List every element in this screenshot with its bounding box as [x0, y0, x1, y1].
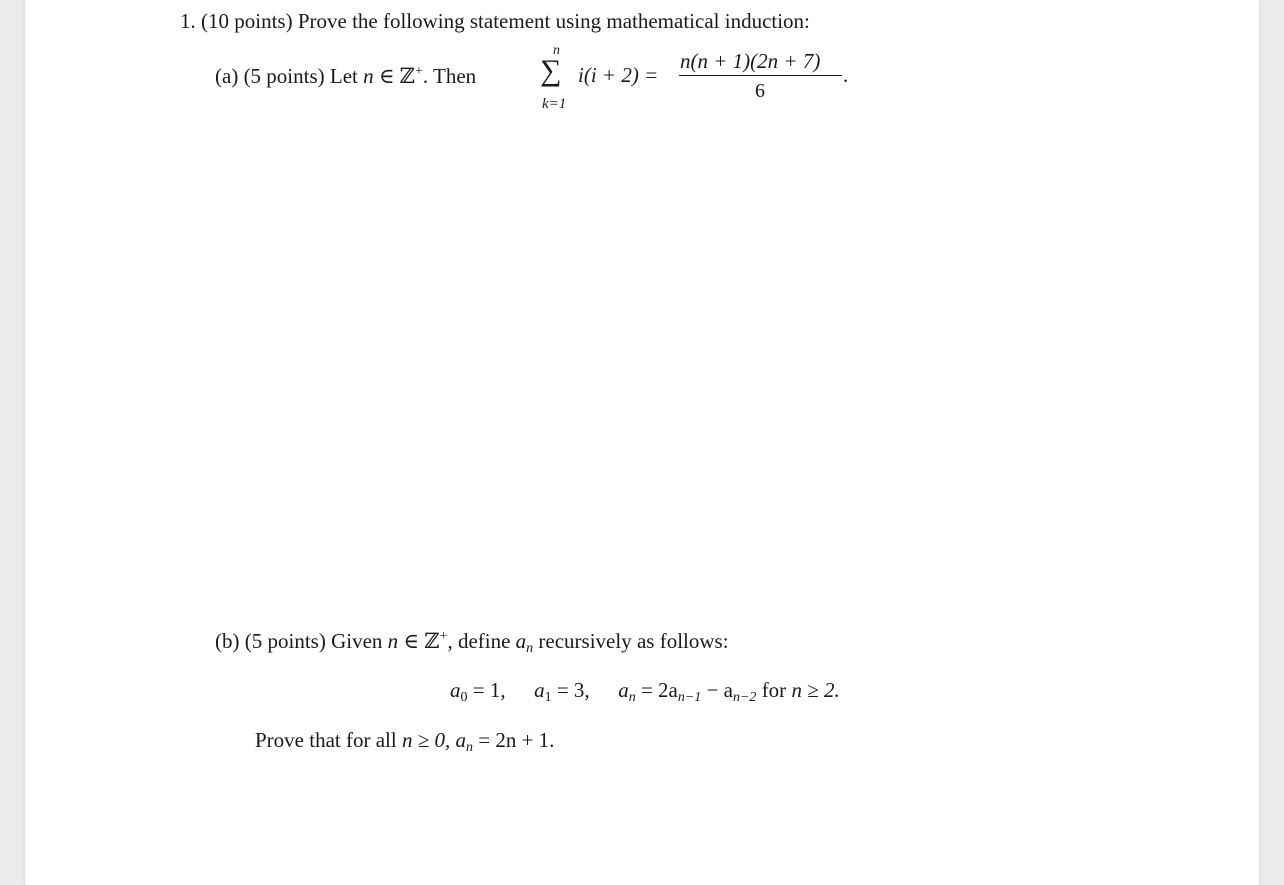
- def-an-sub3: n−2: [732, 690, 757, 705]
- part-a-period: .: [843, 63, 849, 87]
- sum-lower-limit: k=1: [542, 96, 567, 112]
- prove-var: a: [455, 728, 466, 752]
- part-a-points: (5 points): [243, 64, 325, 88]
- problem-header: [180, 11, 810, 32]
- def-an-sub: n: [628, 690, 636, 705]
- problem-number: 1.: [180, 9, 196, 33]
- def-a1-sub: 1: [544, 690, 552, 705]
- part-b-given: Given: [331, 629, 383, 653]
- prove-text: Prove that for all: [255, 728, 397, 752]
- def-a0-sub: 0: [460, 690, 468, 705]
- part-a-set-sup: +: [415, 64, 423, 79]
- part-b-var: n: [387, 629, 399, 653]
- part-a-set: ∈ ℤ: [378, 64, 415, 88]
- def-an-eq: = 2a: [640, 678, 678, 702]
- part-b-seq-sub: n: [526, 641, 534, 656]
- part-b-seq-var: a: [515, 629, 527, 653]
- def-a0-var: a: [450, 678, 461, 702]
- part-a-label: (a): [215, 64, 239, 88]
- def-an-sub2: n−1: [677, 690, 702, 705]
- part-a-then: . Then: [422, 64, 477, 88]
- prove-sub: n: [466, 740, 473, 755]
- def-an-var: a: [618, 678, 629, 702]
- part-b-statement: [215, 630, 729, 656]
- def-for: for: [761, 678, 787, 702]
- def-a1-var: a: [534, 678, 545, 702]
- part-a-var: n: [363, 64, 374, 88]
- problem-points: (10 points): [201, 9, 293, 33]
- fraction-numerator: n(n + 1)(2n + 7): [680, 49, 821, 73]
- part-b-define: , define: [447, 629, 511, 653]
- part-b-recursive: recursively as follows:: [538, 629, 729, 653]
- part-a-statement: [215, 65, 476, 87]
- part-b-points: (5 points): [244, 629, 326, 653]
- prove-cond: n ≥ 0,: [401, 728, 451, 752]
- part-b-label: (b): [215, 629, 240, 653]
- def-a0-val: = 1,: [472, 678, 506, 702]
- recurrence-definition: [450, 680, 840, 705]
- def-a1-val: = 3,: [556, 678, 590, 702]
- part-b-set: ∈ ℤ: [403, 629, 440, 653]
- problem-prompt: Prove the following statement using mathematical induction:: [297, 9, 810, 33]
- document-page: [25, 0, 1259, 885]
- part-b-set-sup: +: [439, 629, 448, 644]
- def-cond: n ≥ 2.: [791, 678, 840, 702]
- fraction-bar: [679, 75, 842, 76]
- sigma-symbol: ∑: [540, 54, 562, 87]
- def-minus: − a: [706, 678, 733, 702]
- prove-statement: [255, 730, 554, 755]
- part-a-let: Let: [329, 64, 358, 88]
- summand: i(i + 2) =: [578, 63, 659, 87]
- fraction-denominator: 6: [755, 80, 765, 102]
- sum-upper-limit: n: [553, 43, 560, 58]
- prove-eq: = 2n + 1.: [478, 728, 555, 752]
